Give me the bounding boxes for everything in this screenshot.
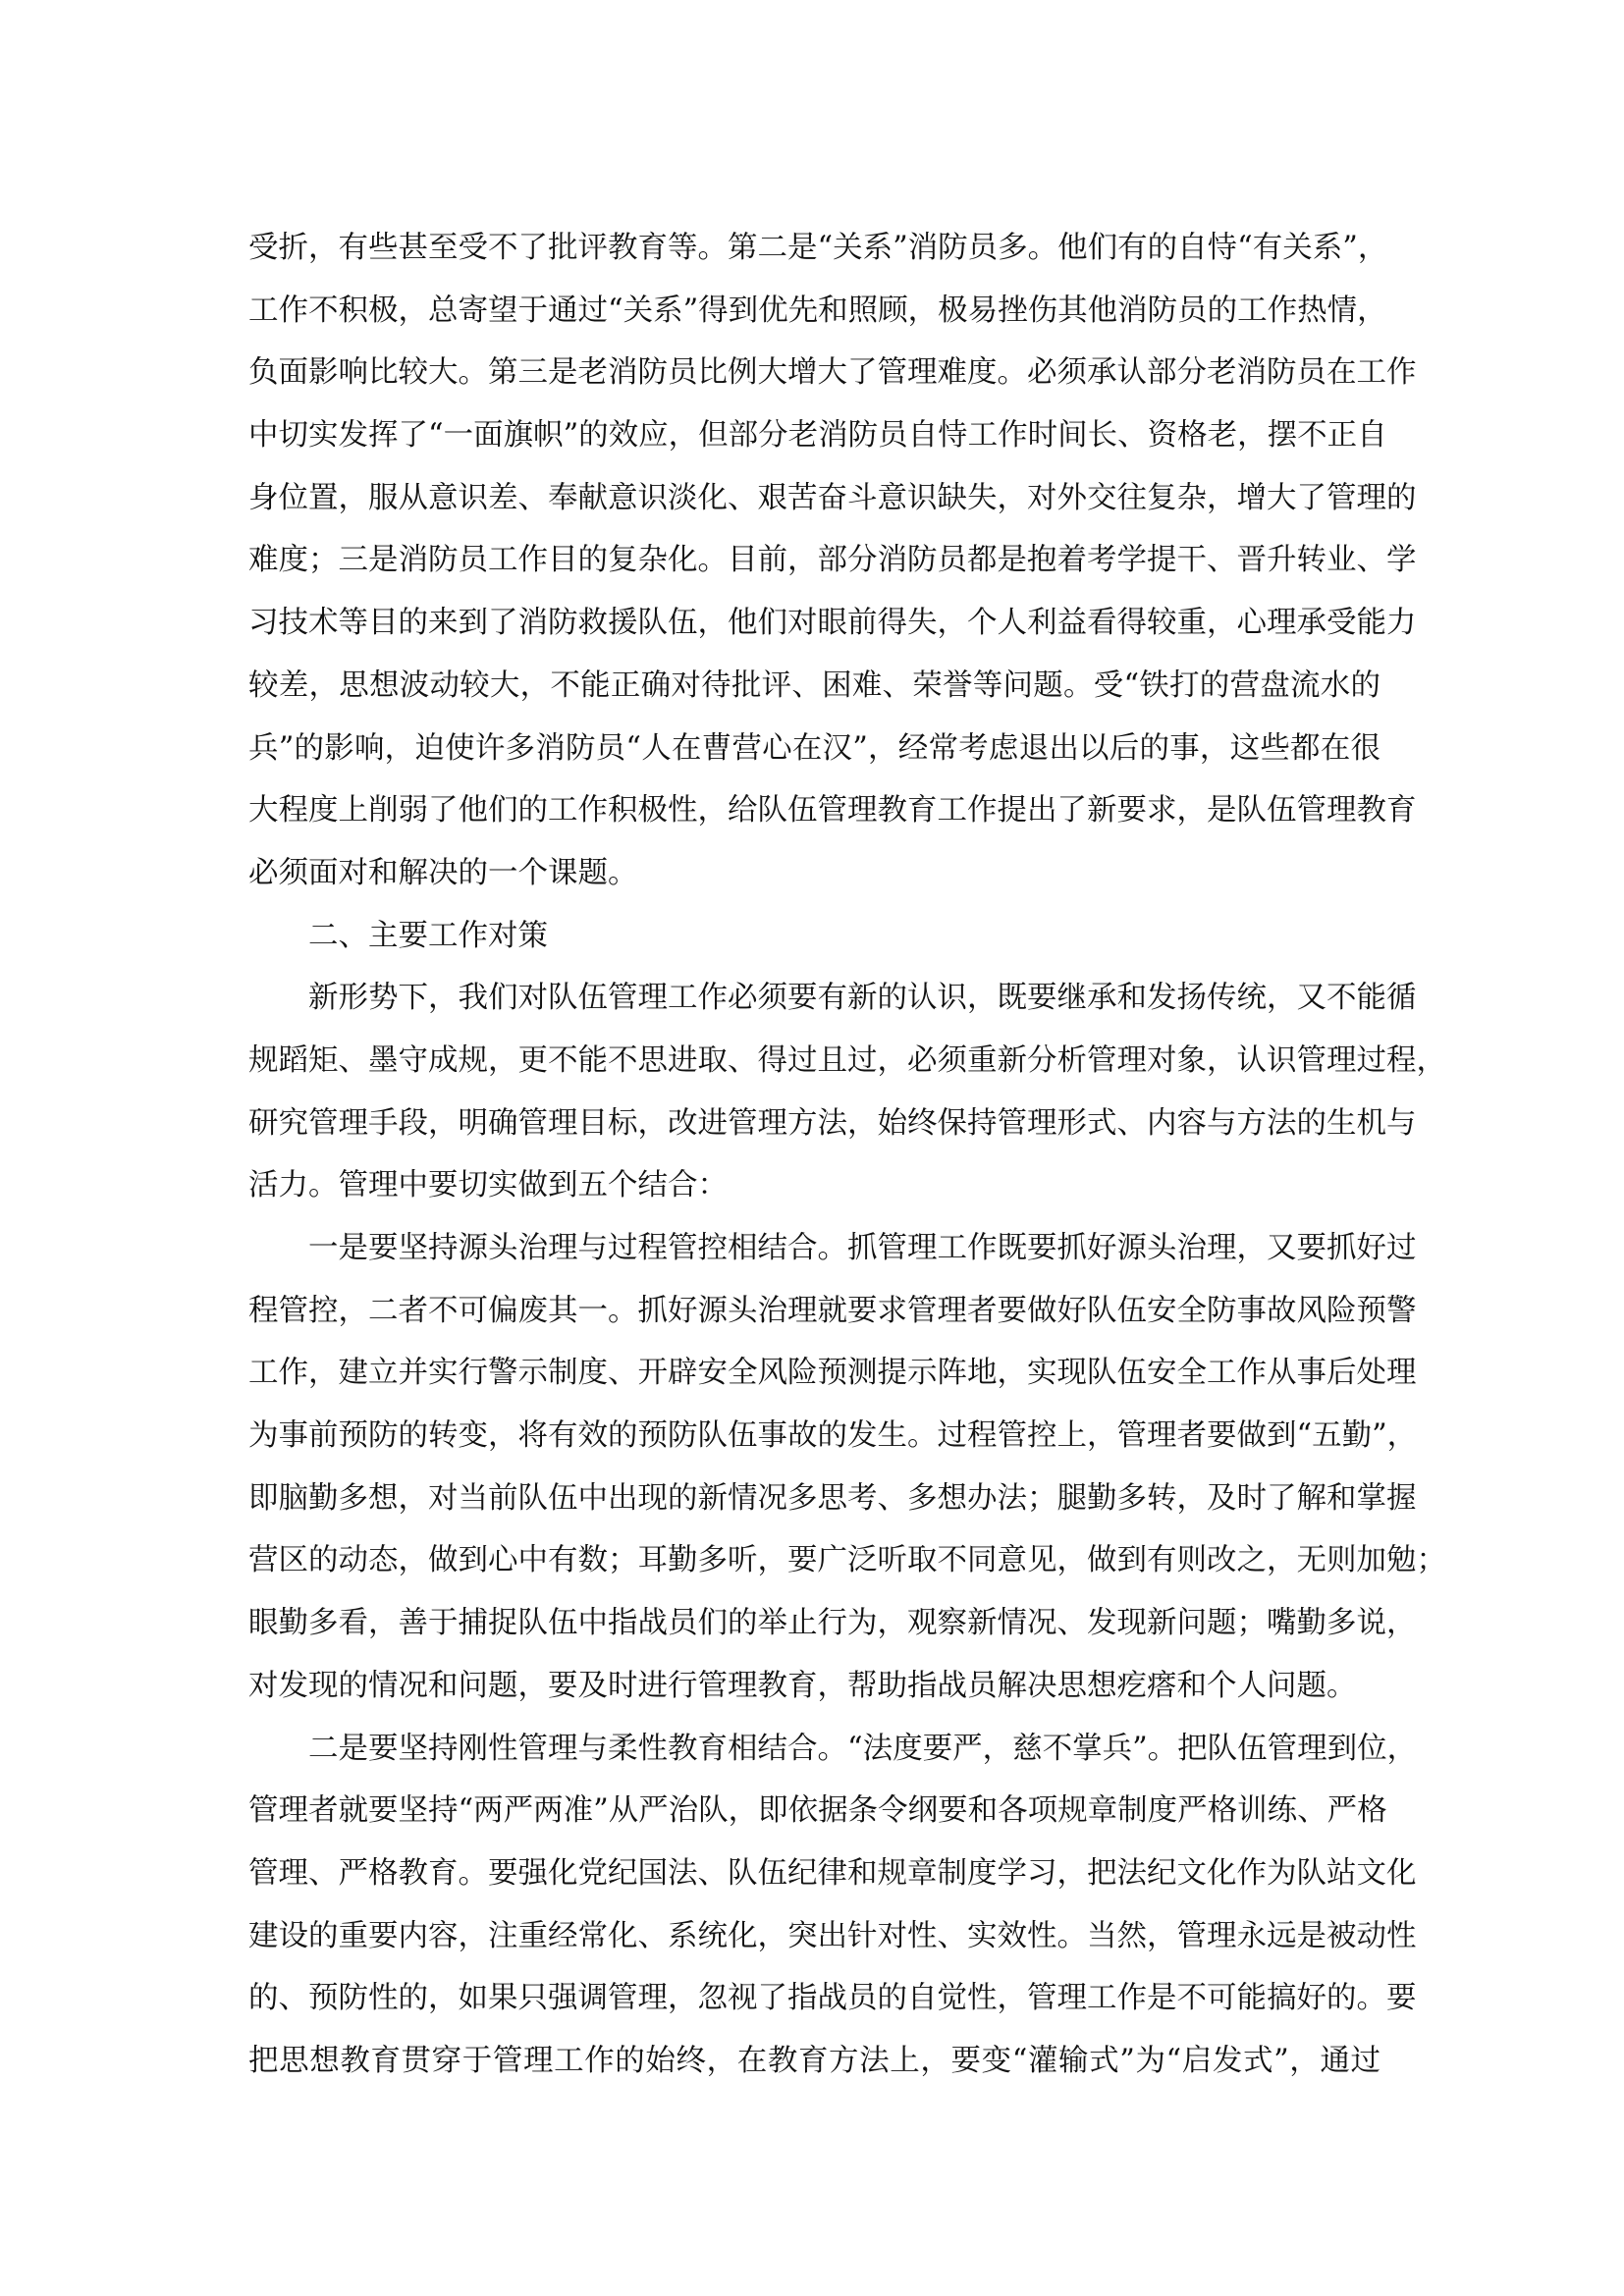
text-line: 兵”的影响，迫使许多消防员“人在曹营心在汉”，经常考虑退出以后的事，这些都在很 [248,730,1380,766]
text-line: 研究管理手段，明确管理目标，改进管理方法，始终保持管理形式、内容与方法的生机与 [248,1105,1417,1141]
text-line: 难度；三是消防员工作目的复杂化。目前，部分消防员都是抱着考学提干、晋升转业、学 [248,543,1417,578]
text-line: 对发现的情况和问题，要及时进行管理教育，帮助指战员解决思想疙瘩和个人问题。 [248,1668,1357,1703]
text-line: 工作不积极，总寄望于通过“关系”得到优先和照顾，极易挫伤其他消防员的工作热情， [248,293,1387,328]
text-line: 必须面对和解决的一个课题。 [248,855,638,890]
text-line: 的、预防性的，如果只强调管理，忽视了指战员的自觉性，管理工作是不可能搞好的。要 [248,1981,1417,2016]
text-line: 受折，有些甚至受不了批评教育等。第二是“关系”消防员多。他们有的自恃“有关系”， [248,231,1388,265]
document-page [248,217,1446,2093]
paragraph [248,967,1446,1217]
text-line: 二、主要工作对策 [308,918,548,953]
paragraph [248,1718,1418,2093]
text-line: 管理者就要坚持“两严两准”从严治队，即依据条令纲要和各项规章制度严格训练、严格 [248,1793,1387,1829]
text-line: 建设的重要内容，注重经常化、系统化，突出针对性、实效性。当然，管理永远是被动性 [248,1918,1417,1953]
paragraph [248,217,1417,905]
text-line: 较差，思想波动较大，不能正确对待批评、困难、荣誉等问题。受“铁打的营盘流水的 [248,667,1380,703]
text-line: 程管控，二者不可偏废其一。抓好源头治理就要求管理者要做好队伍安全防事故风险预警 [248,1293,1417,1328]
text-line: 新形势下，我们对队伍管理工作必须要有新的认识，既要继承和发扬传统，又不能循 [308,981,1417,1016]
text-line: 即脑勤多想，对当前队伍中出现的新情况多思考、多想办法；腿勤多转，及时了解和掌握 [248,1480,1417,1516]
text-line: 把思想教育贯穿于管理工作的始终，在教育方法上，要变“灌输式”为“启发式”，通过 [248,2043,1380,2078]
text-line: 负面影响比较大。第三是老消防员比例大增大了管理难度。必须承认部分老消防员在工作 [248,355,1417,391]
text-line: 习技术等目的来到了消防救援队伍，他们对眼前得失，个人利益看得较重，心理承受能力 [248,606,1417,641]
text-line: 一是要坚持源头治理与过程管控相结合。抓管理工作既要抓好源头治理，又要抓好过 [308,1231,1417,1265]
text-line: 管理、严格教育。要强化党纪国法、队伍纪律和规章制度学习，把法纪文化作为队站文化 [248,1855,1417,1891]
text-line: 为事前预防的转变，将有效的预防队伍事故的发生。过程管控上，管理者要做到“五勤”， [248,1418,1418,1454]
text-line: 二是要坚持刚性管理与柔性教育相结合。“法度要严，慈不掌兵”。把队伍管理到位， [308,1731,1418,1766]
section-heading [248,905,1380,968]
text-line: 身位置，服从意识差、奉献意识淡化、艰苦奋斗意识缺失，对外交往复杂，增大了管理的 [248,480,1417,515]
text-line: 营区的动态，做到心中有数；耳勤多听，要广泛听取不同意见，做到有则改之，无则加勉； [248,1543,1446,1578]
paragraph [248,1217,1446,1718]
text-line: 大程度上削弱了他们的工作积极性，给队伍管理教育工作提出了新要求，是队伍管理教育 [248,793,1417,828]
text-line: 工作，建立并实行警示制度、开辟安全风险预测提示阵地，实现队伍安全工作从事后处理 [248,1356,1417,1391]
text-line: 规蹈矩、墨守成规，更不能不思进取、得过且过，必须重新分析管理对象，认识管理过程， [248,1042,1446,1078]
text-line: 中切实发挥了“一面旗帜”的效应，但部分老消防员自恃工作时间长、资格老，摆不正自 [248,418,1387,454]
text-line: 活力。管理中要切实做到五个结合： [248,1168,728,1203]
text-line: 眼勤多看，善于捕捉队伍中指战员们的举止行为，观察新情况、发现新问题；嘴勤多说， [248,1606,1417,1641]
